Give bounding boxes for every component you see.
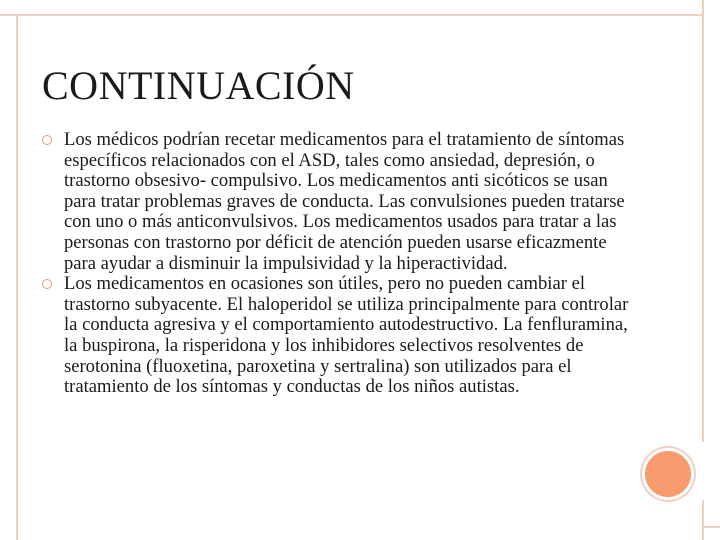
border-rule-left: [16, 14, 18, 540]
bullet-text: Los médicos podrían recetar medicamentos para el tratamiento de síntomas específicos relacionados con el ASD, tales como ansiedad, depresión, o trastorno obsesivo- compulsivo. Los medicamentos anti sicóticos se usan para tratar problemas graves de conducta. Las convulsiones pueden tratarse con uno o más anticonvulsivos. Los medicamentos usados para tratar a las personas con trastorno por déficit de atención pueden usarse eficazmente para ayudar a disminuir la impulsividad y la hiperactividad.: [64, 129, 625, 274]
bullet-item: [42, 274, 642, 398]
border-rule-right-bottom: [702, 500, 704, 540]
border-rule-top: [16, 14, 704, 16]
border-rule-left-top: [0, 14, 16, 16]
bullet-text: Los medicamentos en ocasiones son útiles, pero no pueden cambiar el trastorno subyacente. El haloperidol se utiliza principalmente para controlar la conducta agresiva y el comportamiento autodestructivo. La fenfluramina, la buspirona, la risperidona y los inhibidores selectivos resolventes de serotonina (fluoxetina, paroxetina y sertralina) son utilizados para el tratamiento de los síntomas y conductas de los niños autistas.: [64, 273, 629, 398]
hollow-circle-bullet-icon: [42, 279, 52, 289]
border-rule-right: [702, 0, 704, 442]
slide-title: CONTINUACIÓN: [42, 63, 355, 108]
bullet-list: [42, 130, 642, 398]
hollow-circle-bullet-icon: [42, 135, 52, 145]
bullet-item: [42, 130, 642, 274]
border-rule-bottom-right: [704, 526, 720, 528]
accent-circle-decoration: [642, 448, 694, 500]
